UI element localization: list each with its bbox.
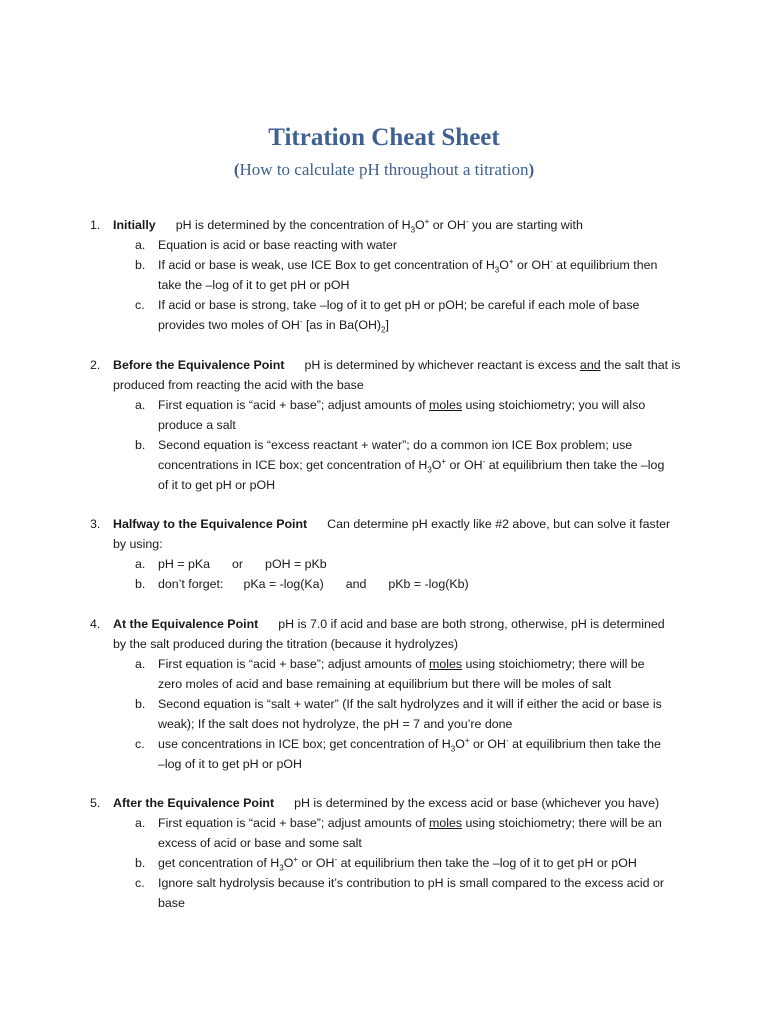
list-item: Equation is acid or base reacting with water — [158, 238, 397, 252]
item-letter: a. — [135, 557, 146, 571]
section-intro-line: produced from reacting the acid with the base — [113, 378, 364, 392]
section-heading: Initially — [113, 218, 156, 232]
section-heading: After the Equivalence Point — [113, 796, 275, 810]
section-number: 3. — [90, 517, 101, 531]
list-item: pH = pKa or pOH = pKb — [158, 557, 327, 571]
list-item: If acid or base is strong, take –log of it to get pH or pOH; be careful if each mole of base — [158, 298, 640, 312]
section-intro-line: by the salt produced during the titration (because it hydrolyzes) — [113, 637, 459, 651]
section-number: 4. — [90, 617, 101, 631]
section-intro-line: Before the Equivalence Point pH is determined by whichever reactant is excess and the salt that is — [113, 358, 681, 372]
item-letter: c. — [135, 737, 145, 751]
list-item-continued: –log of it to get pH or pOH — [158, 757, 302, 771]
section-intro-line: At the Equivalence Point pH is 7.0 if acid and base are both strong, otherwise, pH is determined — [113, 617, 665, 631]
list-item: Second equation is “excess reactant + water”; do a common ion ICE Box problem; use — [158, 438, 633, 452]
list-item: Second equation is “salt + water” (If the salt hydrolyzes and it will if either the acid or base is — [158, 697, 662, 711]
item-letter: c. — [135, 298, 145, 312]
list-item-continued: excess of acid or base and some salt — [158, 836, 362, 850]
page-subtitle: (How to calculate pH throughout a titration) — [233, 160, 535, 179]
list-item-continued: concentrations in ICE box; get concentration of $H_3O^+$ or OH- at equilibrium then take the –log — [158, 456, 665, 475]
list-item: Ignore salt hydrolysis because it’s contribution to pH is small compared to the excess acid or — [158, 876, 664, 890]
list-item: First equation is “acid + base”; adjust amounts of moles using stoichiometry; there will be — [158, 657, 645, 671]
item-letter: a. — [135, 398, 146, 412]
list-item-continued: provides two moles of OH- [as in $Ba(OH)_2$] — [158, 316, 389, 335]
list-item: First equation is “acid + base”; adjust amounts of moles using stoichiometry; you will also — [158, 398, 646, 412]
list-item-continued: of it to get pH or pOH — [158, 478, 276, 492]
section-heading: Halfway to the Equivalence Point — [113, 517, 308, 531]
list-item-continued: take the –log of it to get pH or pOH — [158, 278, 350, 292]
list-item: First equation is “acid + base”; adjust amounts of moles using stoichiometry; there will be an — [158, 816, 662, 830]
list-item: don’t forget: pKa = -log(Ka) and pKb = -log(Kb) — [158, 577, 469, 591]
section-number: 5. — [90, 796, 101, 810]
section-heading: Before the Equivalence Point — [113, 358, 285, 372]
section-number: 2. — [90, 358, 101, 372]
item-letter: b. — [135, 697, 146, 711]
item-letter: b. — [135, 577, 146, 591]
list-item-continued: weak); If the salt does not hydrolyze, the pH = 7 and you’re done — [158, 717, 513, 731]
section-number: 1. — [90, 218, 101, 232]
list-item: get concentration of $H_3O^+$ or OH- at equilibrium then take the –log of it to get pH or pOH — [158, 854, 637, 873]
item-letter: b. — [135, 856, 146, 870]
list-item: If acid or base is weak, use ICE Box to get concentration of $H_3O^+$ or OH- at equilibrium then — [158, 256, 658, 275]
section-intro-line: Halfway to the Equivalence Point Can determine pH exactly like #2 above, but can solve it faster — [113, 517, 671, 531]
section-intro-line: by using: — [113, 537, 163, 551]
list-item-continued: base — [158, 896, 185, 910]
section-intro-line: After the Equivalence Point pH is determined by the excess acid or base (whichever you have) — [113, 796, 660, 810]
item-letter: b. — [135, 258, 146, 272]
item-letter: a. — [135, 816, 146, 830]
item-letter: a. — [135, 238, 146, 252]
section-intro-line: Initially pH is determined by the concentration of $H_3O^+$ or OH- you are starting with — [113, 216, 583, 235]
page-title: Titration Cheat Sheet — [268, 124, 500, 151]
list-item-continued: produce a salt — [158, 418, 236, 432]
item-letter: b. — [135, 438, 146, 452]
list-item-continued: zero moles of acid and base remaining at equilibrium but there will be moles of salt — [158, 677, 612, 691]
item-letter: c. — [135, 876, 145, 890]
section-heading: At the Equivalence Point — [113, 617, 259, 631]
list-item: use concentrations in ICE box; get concentration of $H_3O^+$ or OH- at equilibrium then take the — [158, 735, 661, 754]
item-letter: a. — [135, 657, 146, 671]
